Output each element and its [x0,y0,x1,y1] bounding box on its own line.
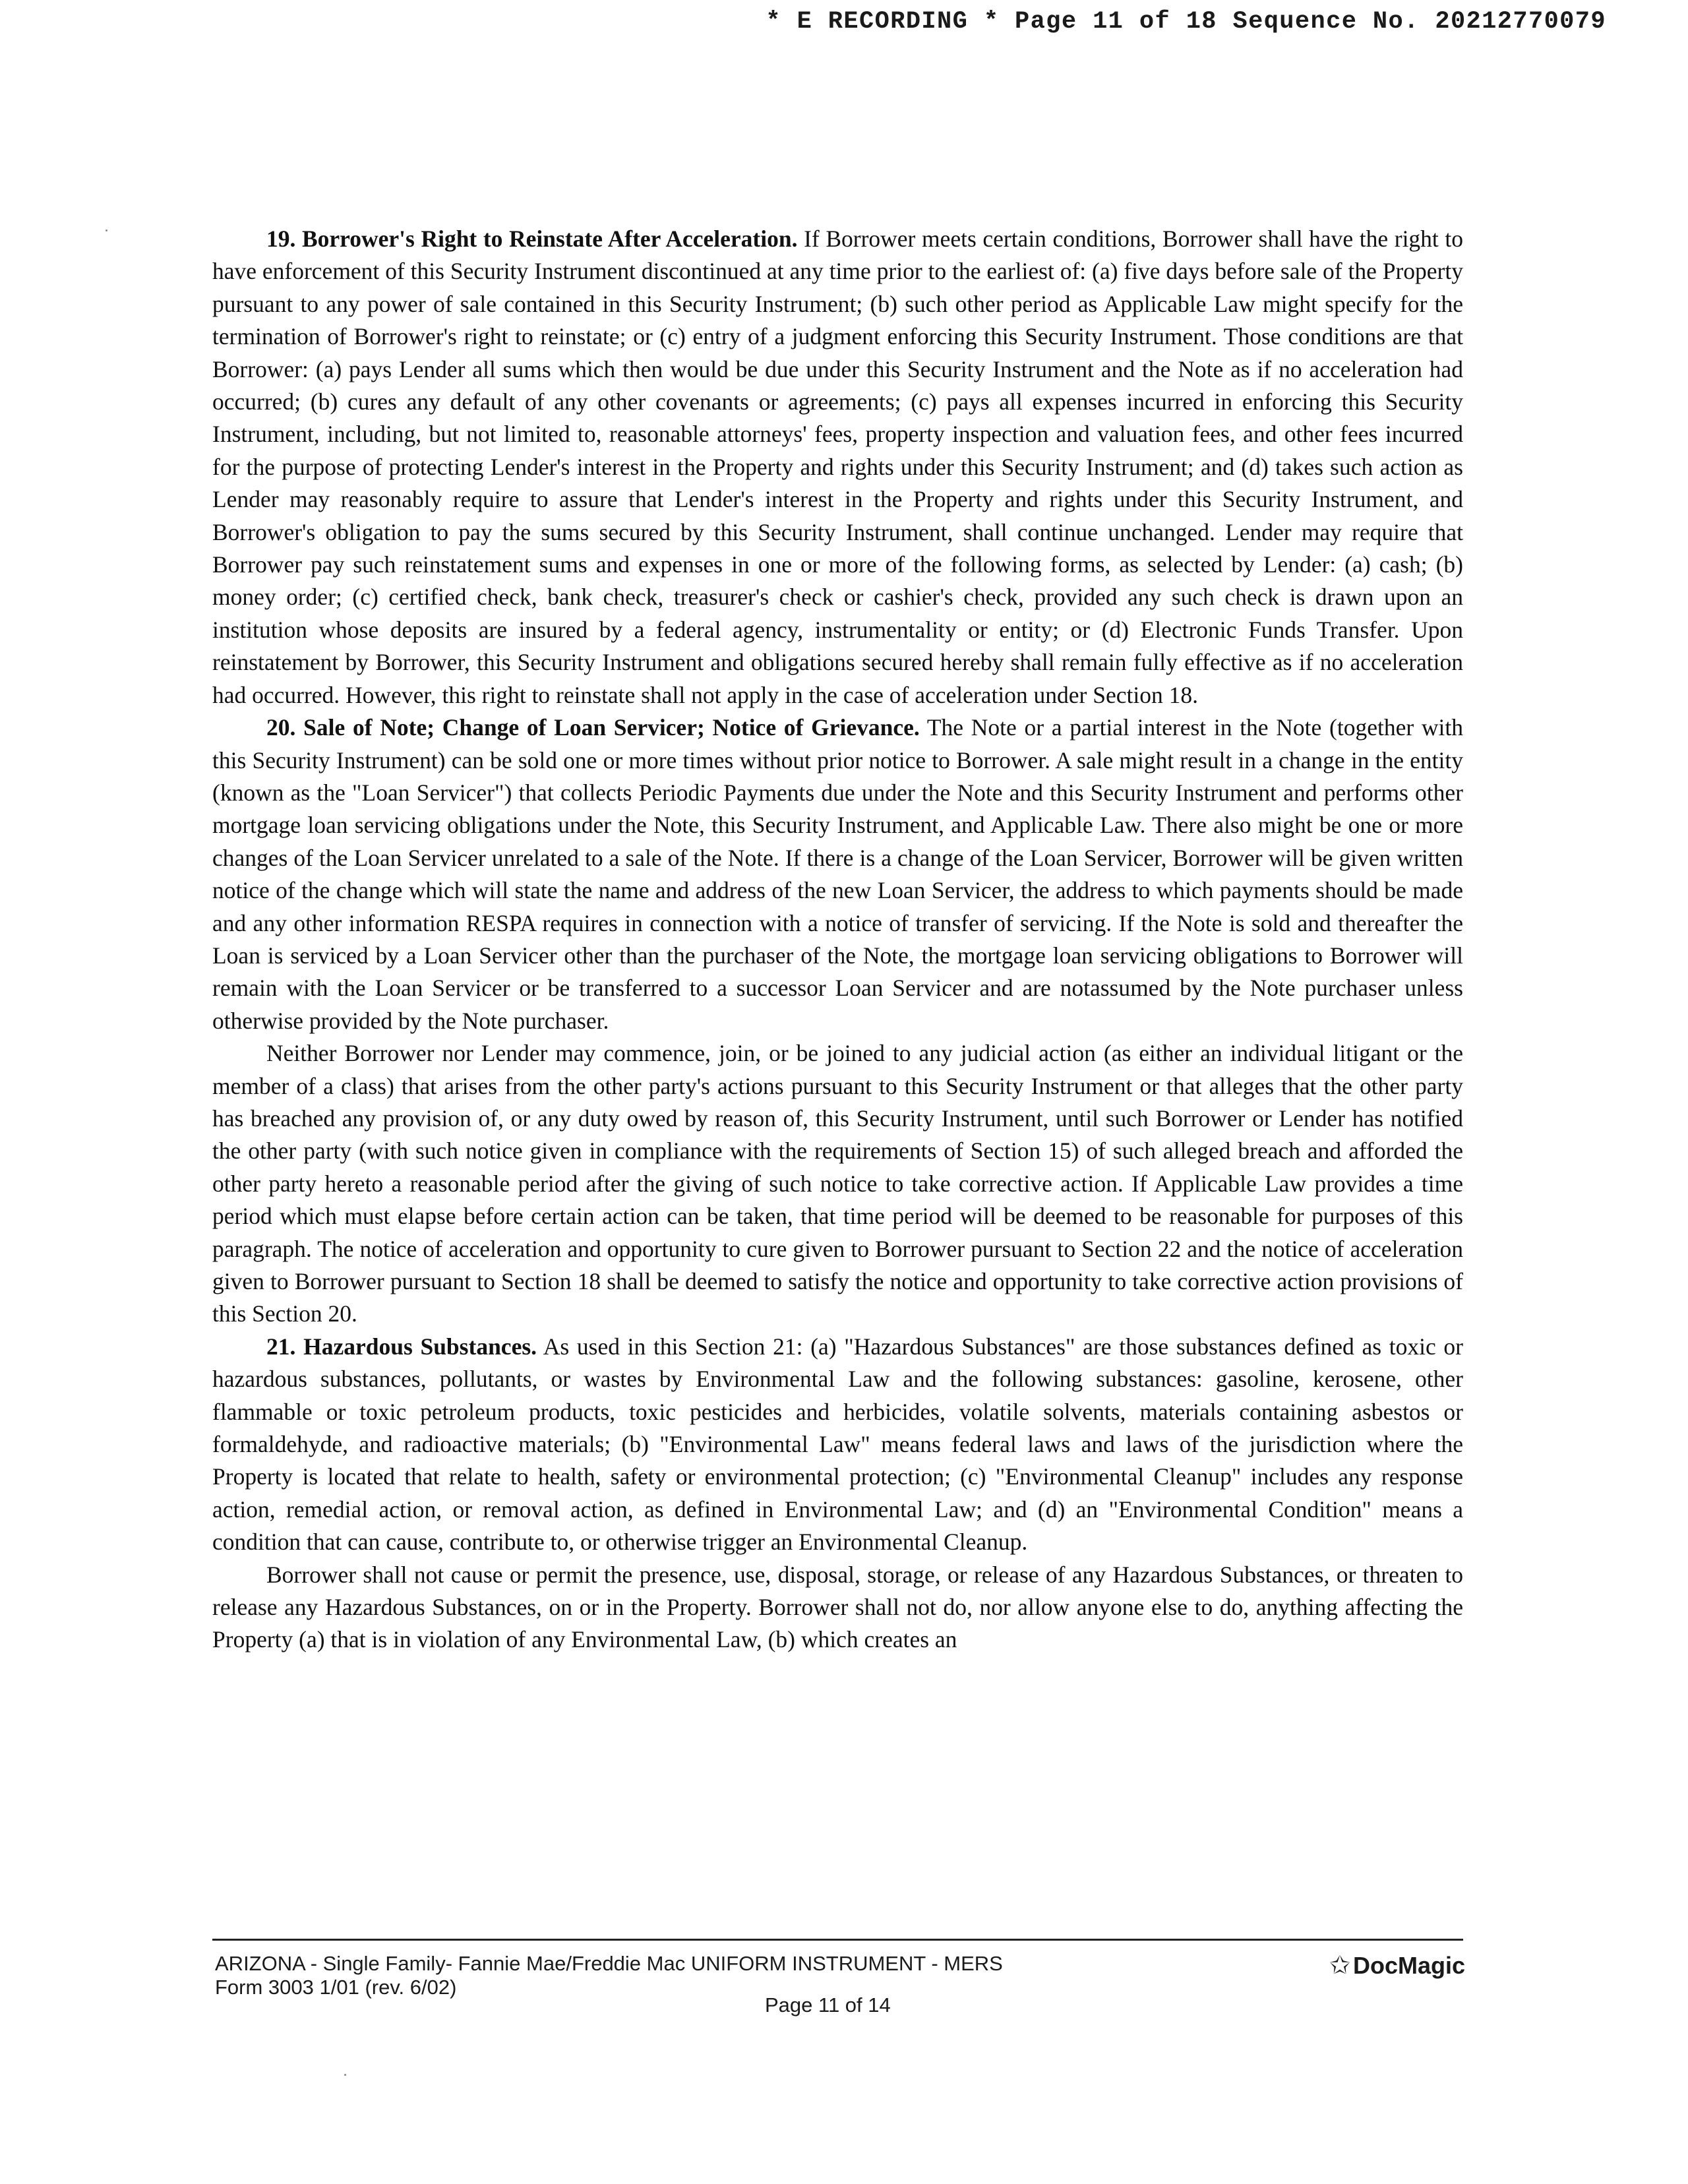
section-20 [212,712,1463,1037]
section-20-number: 20. [266,714,296,741]
section-19 [212,223,1463,712]
section-21-paragraph-2: Borrower shall not cause or permit the presence, use, disposal, storage, or release of any Hazardous Substances, or threaten to release any Hazardous Substances, on or in the Property. Borrower shall not do, nor allow anyone else to do, anything affecting the Property (a) that is in violation of any Environmental Law, (b) which creates an [212,1561,1463,1653]
section-21 [212,1331,1463,1559]
docmagic-brand-name: DocMagic [1352,1951,1465,1979]
star-icon: ✩ [1329,1952,1350,1980]
footer-form-line-2: Form 3003 1/01 (rev. 6/02) [215,1976,457,1999]
section-21-number: 21. [266,1333,296,1360]
recording-header: * E RECORDING * Page 11 of 18 Sequence No. 20212770079 [766,8,1606,36]
section-21-body: As used in this Section 21: (a) "Hazardous Substances" are those substances defined as toxic or hazardous substances, pollutants, or wastes by Environmental Law and the following substances: gasoline, kerosene, other flammable or toxic petroleum products, toxic pesticides and herbicides, volatile solvents, materials containing asbestos or formaldehyde, and radioactive materials; (b) "Environmental Law" means federal laws and laws of the jurisdiction where the Property is located that relate to health, safety or environmental protection; (c) "Environmental Cleanup" includes any response action, remedial action, or removal action, as defined in Environmental Law; and (d) an "Environmental Condition" means a condition that can cause, contribute to, or otherwise trigger an Environmental Cleanup. [212,1333,1464,1556]
section-19-title: Borrower's Right to Reinstate After Acceleration. [301,226,798,252]
footer-page-number: Page 11 of 14 [765,1993,891,2017]
section-20-body: The Note or a partial interest in the Note (together with this Security Instrument) can be sold one or more times without prior notice to Borrower. A sale might result in a change in the entity (known as the "Loan Servicer") that collects Periodic Payments due under the Note and this Security Instrument and performs other mortgage loan servicing obligations under the Note, this Security Instrument, and Applicable Law. There also might be one or more changes of the Loan Servicer unrelated to a sale of the Note. If there is a change of the Loan Servicer, Borrower will be given written notice of the change which will state the name and address of the new Loan Servicer, the address to which payments should be made and any other information RESPA requires in connection with a notice of transfer of servicing. If the Note is sold and thereafter the Loan is serviced by a Loan Servicer other than the purchaser of the Note, the mortgage loan servicing obligations to Borrower will remain with the Loan Servicer or be transferred to a successor Loan Servicer and are notassumed by the Note purchaser unless otherwise provided by the Note purchaser. [212,714,1463,1034]
footer-form-info [215,1952,1003,1999]
docmagic-logo [1329,1951,1465,1980]
section-20-paragraph-2: Neither Borrower nor Lender may commence, join, or be joined to any judicial action (as either an individual litigant or the member of a class) that arises from the other party's actions pursuant to this Security Instrument or that alleges that the other party has breached any provision of, or any duty owed by reason of, this Security Instrument, until such Borrower or Lender has notified the other party (with such notice given in compliance with the requirements of Section 15) of such alleged breach and afforded the other party hereto a reasonable period after the giving of such notice to take corrective action. If Applicable Law provides a time period which must elapse before certain action can be taken, that time period will be deemed to be reasonable for purposes of this paragraph. The notice of acceleration and opportunity to cure given to Borrower pursuant to Section 22 and the notice of acceleration given to Borrower pursuant to Section 18 shall be deemed to satisfy the notice and opportunity to take corrective action provisions of this Section 20. [212,1040,1463,1327]
scan-speck [344,2074,346,2076]
footer-form-line-1: ARIZONA - Single Family- Fannie Mae/Freddie Mac UNIFORM INSTRUMENT - MERS [215,1952,1003,1975]
section-21-title: Hazardous Substances. [303,1333,537,1360]
section-20-title: Sale of Note; Change of Loan Servicer; Notice of Grievance. [303,714,920,741]
footer-divider [212,1939,1463,1941]
section-19-number: 19. [266,226,296,252]
section-19-body: If Borrower meets certain conditions, Borrower shall have the right to have enforcement of this Security Instrument discontinued at any time prior to the earliest of: (a) five days before sale of the Property pursuant to any power of sale contained in this Security Instrument; (b) such other period as Applicable Law might specify for the termination of Borrower's right to reinstate; or (c) entry of a judgment enforcing this Security Instrument. Those conditions are that Borrower: (a) pays Lender all sums which then would be due under this Security Instrument and the Note as if no acceleration had occurred; (b) cures any default of any other covenants or agreements; (c) pays all expenses incurred in enforcing this Security Instrument, including, but not limited to, reasonable attorneys' fees, property inspection and valuation fees, and other fees incurred for the purpose of protecting Lender's interest in the Property and rights under this Security Instrument; and (d) takes such action as Lender may reasonably require to assure that Lender's interest in the Property and rights under this Security Instrument, and Borrower's obligation to pay the sums secured by this Security Instrument, shall continue unchanged. Lender may require that Borrower pay such reinstatement sums and expenses in one or more of the following forms, as selected by Lender: (a) cash; (b) money order; (c) certified check, bank check, treasurer's check or cashier's check, provided any such check is drawn upon an institution whose deposits are insured by a federal agency, instrumentality or entity; or (d) Electronic Funds Transfer. Upon reinstatement by Borrower, this Security Instrument and obligations secured hereby shall remain fully effective as if no acceleration had occurred. However, this right to reinstate shall not apply in the case of acceleration under Section 18. [212,226,1463,708]
scan-speck [106,229,107,231]
document-body [212,223,1463,1656]
